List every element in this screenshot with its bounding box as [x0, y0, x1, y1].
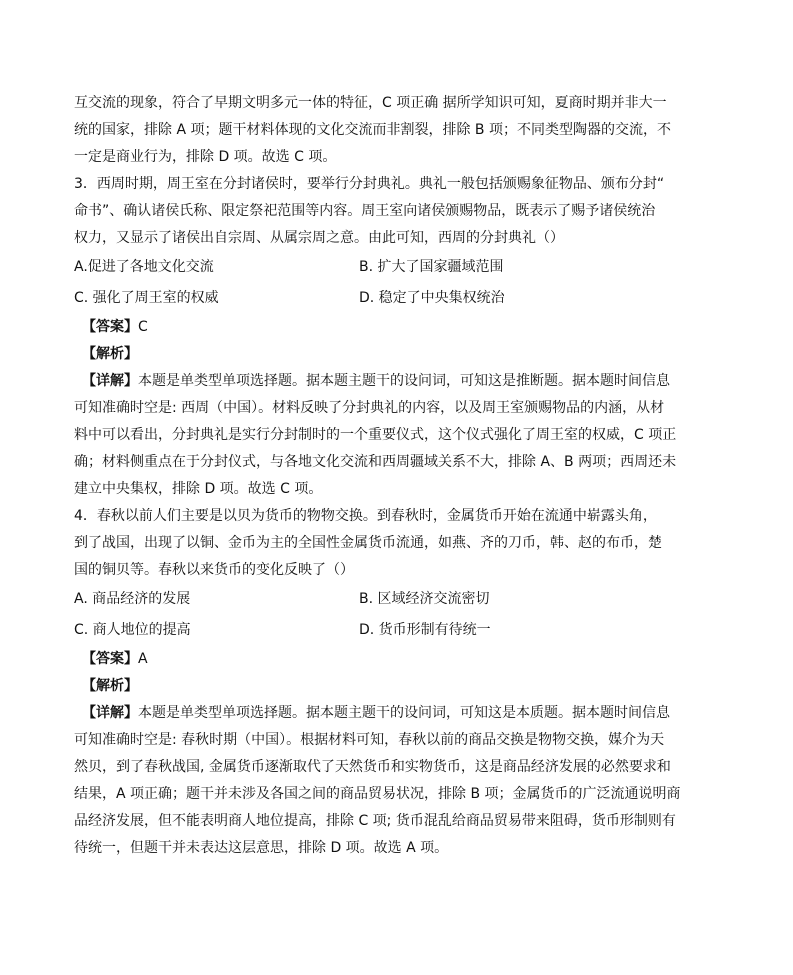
question-text-line: 国的铜贝等。春秋以来货币的变化反映了（） — [74, 562, 354, 578]
question-3 — [74, 171, 677, 503]
option-a: A. 商品经济的发展 — [74, 591, 191, 607]
question-text-line: 4．春秋以前人们主要是以贝为货币的物物交换。到春秋时，金属货币开始在流通中崭露头角， — [74, 508, 657, 524]
text-line: 统的国家，排除 A 项；题干材料体现的文化交流而非割裂，排除 B 项；不同类型陶器的交流，不 — [74, 122, 671, 138]
detail-text-line: 结果，A 项正确；题干并未涉及各国之间的商品贸易状况，排除 B 项；金属货币的广泛流通说明商 — [74, 786, 681, 802]
detail-label: 【详解】 — [82, 373, 138, 389]
question-text-line: 命书”、确认诸侯氏称、限定祭祀范围等内容。周王室向诸侯颁赐物品，既表示了赐予诸侯统治 — [74, 203, 656, 219]
detail-text-line: 可知准确时空是: 春秋时期（中国）。根据材料可知，春秋以前的商品交换是物物交换，媒介为天 — [74, 732, 665, 748]
detail-text-line: 待统一，但题干并未表达这层意思，排除 D 项。故选 A 项。 — [74, 840, 449, 856]
detail-text-line: 品经济发展，但不能表明商人地位提高，排除 C 项; 货币混乱给商品贸易带来阻碍，货币形制则有 — [74, 813, 676, 829]
detail-text-line: 确；材料侧重点在于分封仪式，与各地文化交流和西周疆域关系不大，排除 A、B 两项；西周还未 — [74, 454, 677, 470]
question-text-line: 到了战国，出现了以铜、金币为主的全国性金属货币流通，如燕、齐的刀币，韩、赵的布币，楚 — [74, 535, 662, 551]
detail-text-line — [74, 368, 674, 395]
detail-text: 本题是单类型单项选择题。据本题主题干的设问词，可知这是推断题。据本题时间信息 — [138, 373, 670, 389]
detail-text-line: 建立中央集权，排除 D 项。故选 C 项。 — [74, 481, 323, 497]
question-text-line: 权力，又显示了诸侯出自宗周、从属宗周之意。由此可知，西周的分封典礼（） — [74, 230, 564, 246]
option-b: B. 扩大了国家疆域范围 — [359, 259, 504, 275]
option-d: D. 货币形制有待统一 — [359, 622, 491, 638]
document-page — [74, 90, 681, 862]
detail-text: 本题是单类型单项选择题。据本题主题干的设问词，可知这是本质题。据本题时间信息 — [138, 705, 670, 721]
answer-line — [74, 646, 674, 673]
analysis-label: 【解析】 — [82, 346, 138, 362]
option-c: C. 强化了周王室的权威 — [74, 290, 219, 306]
question-text-line: 3．西周时期，周王室在分封诸侯时，要举行分封典礼。典礼一般包括颁赐象征物品、颁布分封“ — [74, 176, 665, 192]
options-row — [74, 615, 674, 646]
options-row — [74, 584, 674, 615]
analysis-label: 【解析】 — [82, 678, 138, 694]
analysis-line — [74, 673, 674, 700]
answer-label: 【答案】 — [82, 319, 138, 335]
option-a: A.促进了各地文化交流 — [74, 259, 214, 275]
answer-line — [74, 314, 674, 341]
option-d: D. 稳定了中央集权统治 — [359, 290, 505, 306]
options-row — [74, 283, 674, 314]
intro-paragraph — [74, 90, 674, 171]
text-line: 一定是商业行为，排除 D 项。故选 C 项。 — [74, 149, 337, 165]
text-line: 互交流的现象，符合了早期文明多元一体的特征，C 项正确 据所学知识可知，夏商时期并非大一 — [74, 95, 667, 111]
analysis-line — [74, 341, 674, 368]
answer-value: A — [138, 651, 148, 667]
detail-text-line: 料中可以看出，分封典礼是实行分封制时的一个重要仪式，这个仪式强化了周王室的权威，C 项正 — [74, 427, 677, 443]
question-4 — [74, 503, 681, 862]
option-b: B. 区域经济交流密切 — [359, 591, 490, 607]
options-row — [74, 252, 674, 283]
answer-label: 【答案】 — [82, 651, 138, 667]
answer-value: C — [138, 319, 148, 335]
option-c: C. 商人地位的提高 — [74, 622, 191, 638]
detail-text-line — [74, 700, 674, 727]
detail-label: 【详解】 — [82, 705, 138, 721]
detail-text-line: 然贝，到了春秋战国, 金属货币逐渐取代了天然货币和实物货币，这是商品经济发展的必然要求和 — [74, 759, 671, 775]
detail-text-line: 可知准确时空是: 西周（中国）。材料反映了分封典礼的内容，以及周王室颁赐物品的内涵，从材 — [74, 400, 665, 416]
